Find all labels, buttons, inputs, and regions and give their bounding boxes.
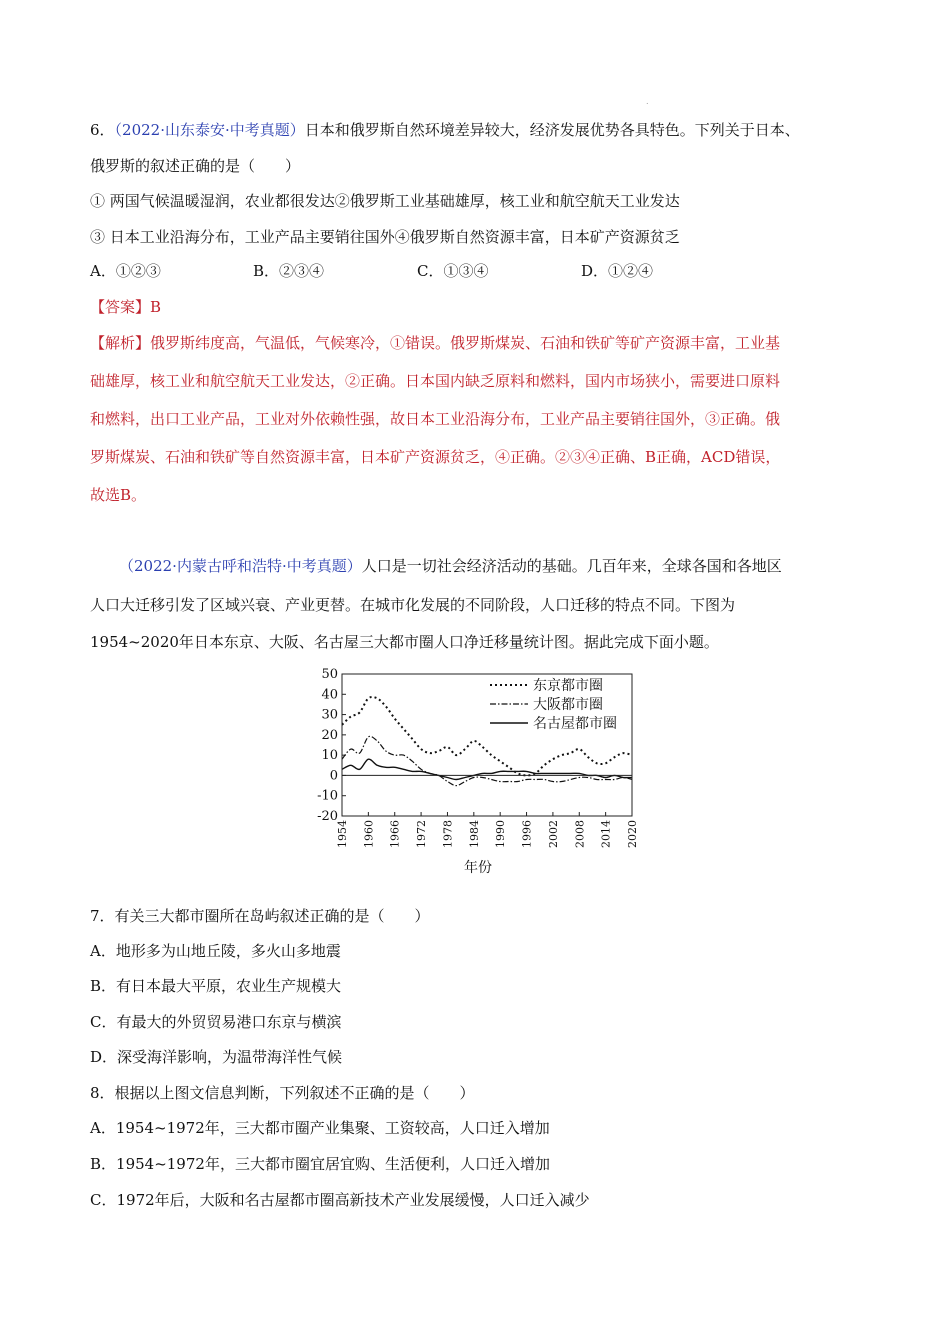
x-tick-label: 1966 [388,820,402,848]
intro-text1: 人口是一切社会经济活动的基础。几百年来，全球各国和各地区 [361,557,782,575]
intro-line2: 人口大迁移引发了区域兴衰、产业更替。在城市化发展的不同阶段，人口迁移的特点不同。下图为 [90,596,736,614]
y-tick-label: -10 [317,788,338,804]
x-tick-label: 1990 [494,820,508,848]
q6-analysis-line4: 罗斯煤炭、石油和铁矿等自然资源丰富，日本矿产资源贫乏，④正确。②③④正确、B正确，ACD错误， [90,448,781,466]
q6-option-line2: ③ 日本工业沿海分布，工业产品主要销往国外④俄罗斯自然资源丰富，日本矿产资源贫乏 [90,228,680,246]
y-tick-label: -20 [317,809,338,824]
q7-option-a: A．地形多为山地丘陵，多火山多地震 [90,942,341,960]
y-tick-label: 50 [321,667,338,682]
q8-option-b: B．1954~1972年，三大都市圈宜居宜购、生活便利，人口迁入增加 [90,1155,550,1173]
y-tick-label: 40 [321,687,338,703]
q6-line1 [90,120,800,140]
q6-analysis-line3: 和燃料，出口工业产品，工业对外依赖性强，故日本工业沿海分布，工业产品主要销往国外，③正确。俄 [90,410,781,428]
q6-source: （2022·山东泰安·中考真题） [114,121,305,139]
q7-stem: 7．有关三大都市圈所在岛屿叙述正确的是（ ） [90,907,430,925]
x-tick-label: 2014 [599,820,613,848]
q6-choice-c: C．①③④ [417,262,489,280]
y-tick-label: 20 [321,727,338,743]
migration-chart [300,662,645,882]
x-axis-label: 年份 [464,860,492,876]
x-tick-label: 2020 [626,820,639,848]
q6-analysis-text1: 俄罗斯纬度高，气温低，气候寒冷，①错误。俄罗斯煤炭、石油和铁矿等矿产资源丰富，工业基 [150,334,781,352]
q6-analysis-line5: 故选B。 [90,486,147,504]
intro-line1 [119,556,782,576]
legend-label-2: 名古屋都市圈 [533,716,617,732]
x-tick-label: 1996 [520,820,534,848]
q6-choice-d: D．①②④ [581,262,654,280]
q6-option-line1: ① 两国气候温暖湿润，农业都很发达②俄罗斯工业基础雄厚，核工业和航空航天工业发达 [90,192,680,210]
intro-line3: 1954~2020年日本东京、大阪、名古屋三大都市圈人口净迁移量统计图。据此完成下面小题。 [90,633,719,651]
x-axis [336,812,639,848]
q8-option-c: C．1972年后，大阪和名古屋都市圈高新技术产业发展缓慢，人口迁入减少 [90,1191,590,1209]
q6-choice-a: A．①②③ [90,262,161,280]
q7-option-c: C．有最大的外贸贸易港口东京与横滨 [90,1013,342,1031]
q6-stem1: 日本和俄罗斯自然环境差异较大，经济发展优势各具特色。下列关于日本、 [304,121,800,139]
q6-choice-b: B．②③④ [253,262,325,280]
legend-label-1: 大阪都市圈 [533,697,603,713]
q8-option-a: A．1954~1972年，三大都市圈产业集聚、工资较高，人口迁入增加 [90,1119,550,1137]
legend-label-0: 东京都市圈 [533,678,603,694]
q8-stem: 8．根据以上图文信息判断，下列叙述不正确的是（ ） [90,1084,475,1102]
x-tick-label: 1972 [415,820,429,848]
legend [490,678,617,732]
x-tick-label: 1984 [467,820,481,848]
series-line-2 [342,759,632,779]
intro-source: （2022·内蒙古呼和浩特·中考真题） [119,557,362,575]
q6-analysis-line1 [90,333,780,353]
x-tick-label: 2008 [573,820,587,848]
y-tick-label: 30 [321,707,338,723]
x-tick-label: 2002 [546,820,560,848]
q7-option-b: B．有日本最大平原，农业生产规模大 [90,977,342,995]
q6-stem2: 俄罗斯的叙述正确的是（ ） [90,157,301,175]
x-tick-label: 1954 [336,820,349,848]
q6-analysis-label: 【解析】 [90,334,151,352]
series-line-1 [342,736,632,785]
q7-option-d: D．深受海洋影响，为温带海洋性气候 [90,1048,343,1066]
y-tick-label: 10 [321,748,338,764]
page-dot: . [646,97,649,106]
q6-number: 6． [90,121,115,139]
plot-frame [342,674,632,816]
y-tick-label: 0 [329,768,338,784]
x-tick-label: 1978 [441,820,455,848]
q6-answer: 【答案】B [90,298,162,316]
x-tick-label: 1960 [362,820,376,848]
q6-analysis-line2: 础雄厚，核工业和航空航天工业发达，②正确。日本国内缺乏原料和燃料，国内市场狭小，需要进口原料 [90,372,781,390]
